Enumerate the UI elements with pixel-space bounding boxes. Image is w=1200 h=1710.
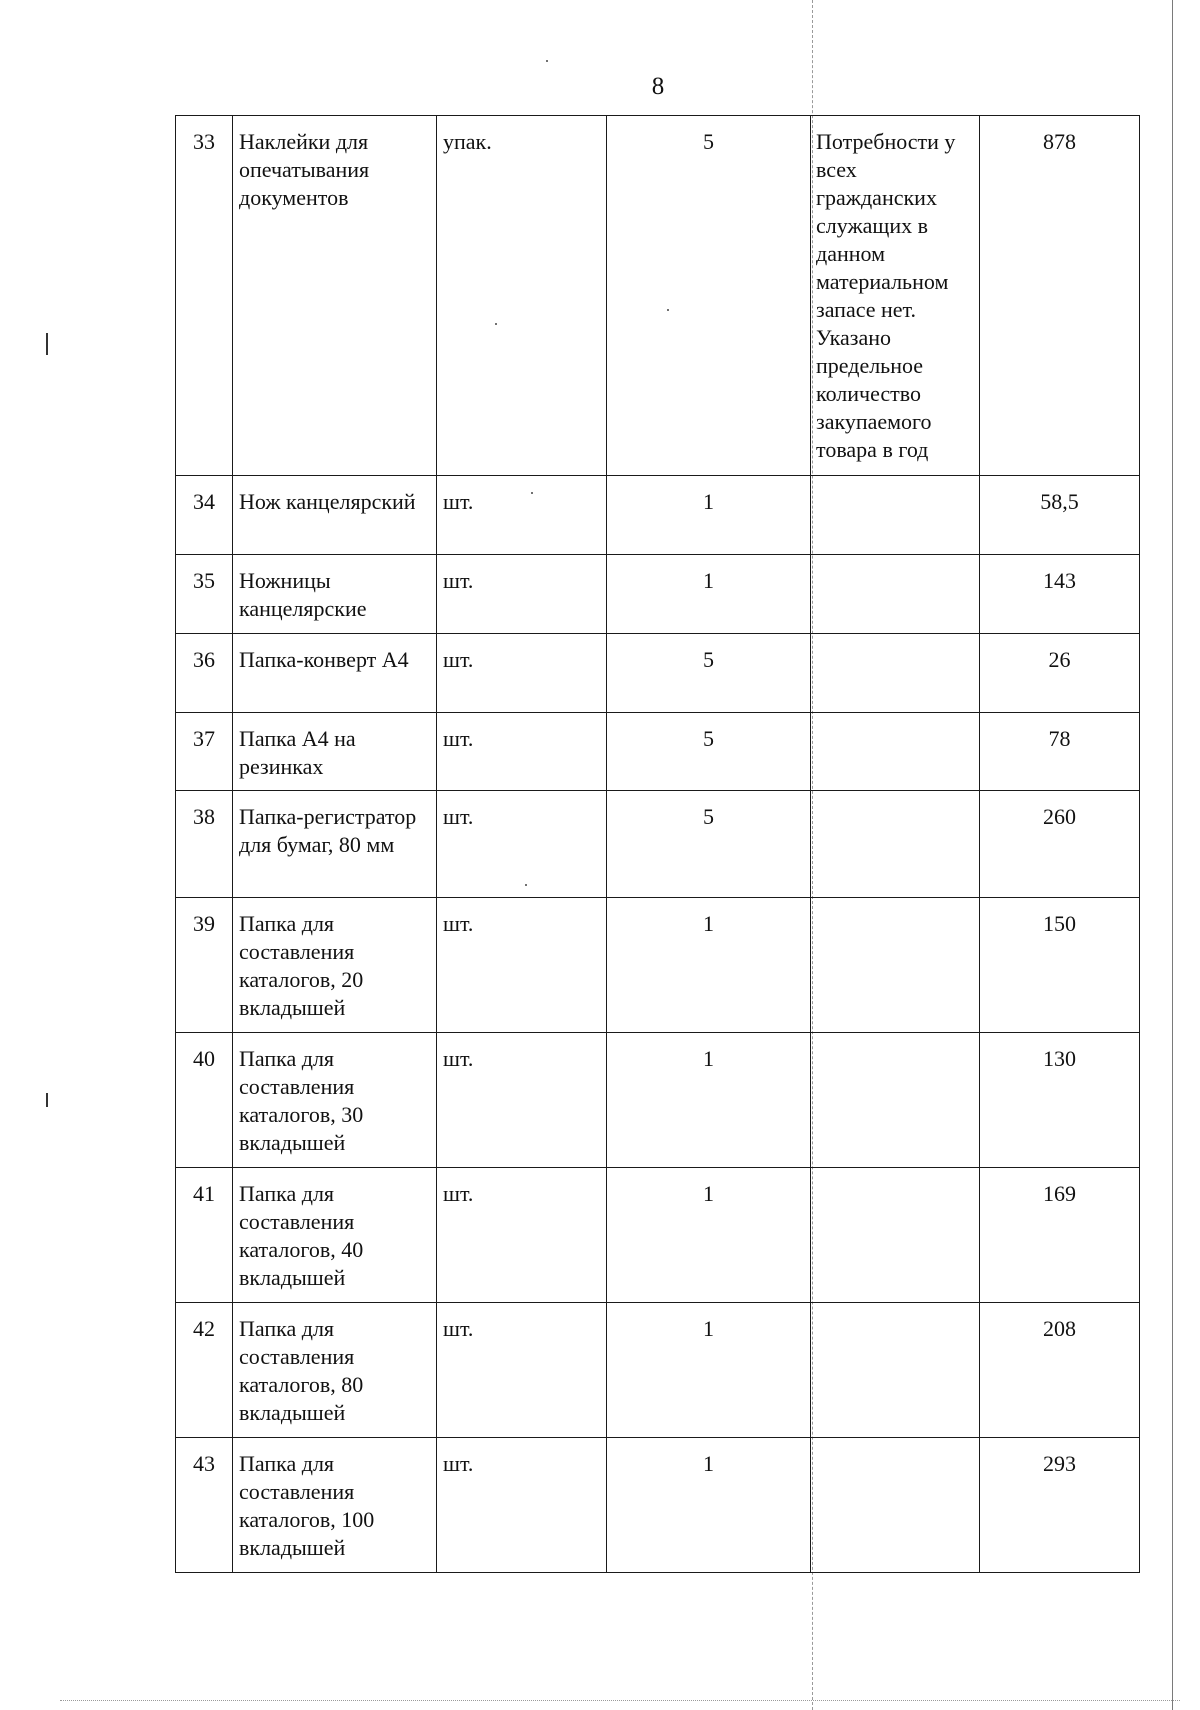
item-name: Папка для составления каталогов, 80 вкладышей — [233, 1303, 437, 1438]
scan-mark — [46, 333, 48, 355]
item-name: Наклейки для опечатывания документов — [233, 116, 437, 476]
row-number: 38 — [176, 791, 233, 898]
item-quantity: 1 — [607, 555, 811, 634]
item-quantity: 5 — [607, 713, 811, 791]
item-name: Папка-конверт А4 — [233, 634, 437, 713]
row-number: 39 — [176, 898, 233, 1033]
row-number: 33 — [176, 116, 233, 476]
row-number: 35 — [176, 555, 233, 634]
item-quantity: 1 — [607, 1168, 811, 1303]
item-price: 26 — [980, 634, 1140, 713]
item-name: Папка для составления каталогов, 100 вкладышей — [233, 1438, 437, 1573]
scan-speck — [546, 60, 548, 62]
item-unit: шт. — [437, 555, 607, 634]
table-row — [176, 1438, 1140, 1573]
item-quantity: 1 — [607, 1438, 811, 1573]
item-price: 260 — [980, 791, 1140, 898]
page-number: 8 — [651, 73, 665, 100]
item-note: Потребности у всех гражданских служащих в данном материальном запасе нет. Указано предельное количество закупаемого товара в год — [811, 116, 980, 476]
row-number: 42 — [176, 1303, 233, 1438]
item-name: Папка А4 на резинках — [233, 713, 437, 791]
item-price: 130 — [980, 1033, 1140, 1168]
item-unit: шт. — [437, 791, 607, 898]
item-note — [811, 1438, 980, 1573]
row-number: 37 — [176, 713, 233, 791]
item-unit: шт. — [437, 1303, 607, 1438]
item-name: Папка для составления каталогов, 40 вкладышей — [233, 1168, 437, 1303]
item-unit: шт. — [437, 713, 607, 791]
item-quantity: 5 — [607, 791, 811, 898]
table-row — [176, 898, 1140, 1033]
item-note — [811, 791, 980, 898]
item-price: 208 — [980, 1303, 1140, 1438]
supplies-table — [175, 115, 1140, 1573]
table-row — [176, 634, 1140, 713]
table-row — [176, 1033, 1140, 1168]
item-quantity: 1 — [607, 1303, 811, 1438]
item-note — [811, 1033, 980, 1168]
row-number: 40 — [176, 1033, 233, 1168]
item-quantity: 5 — [607, 116, 811, 476]
item-unit: шт. — [437, 898, 607, 1033]
item-note — [811, 634, 980, 713]
row-number: 36 — [176, 634, 233, 713]
item-name: Папка для составления каталогов, 30 вкладышей — [233, 1033, 437, 1168]
item-price: 78 — [980, 713, 1140, 791]
table-row — [176, 555, 1140, 634]
item-name: Папка для составления каталогов, 20 вкладышей — [233, 898, 437, 1033]
item-note — [811, 476, 980, 555]
item-price: 293 — [980, 1438, 1140, 1573]
table-row — [176, 791, 1140, 898]
item-unit: шт. — [437, 476, 607, 555]
table-row — [176, 476, 1140, 555]
item-unit: шт. — [437, 1168, 607, 1303]
item-name: Нож канцелярский — [233, 476, 437, 555]
row-number: 34 — [176, 476, 233, 555]
item-price: 878 — [980, 116, 1140, 476]
item-name: Ножницы канцелярские — [233, 555, 437, 634]
item-price: 150 — [980, 898, 1140, 1033]
item-quantity: 5 — [607, 634, 811, 713]
item-note — [811, 898, 980, 1033]
table-row — [176, 713, 1140, 791]
row-number: 43 — [176, 1438, 233, 1573]
item-note — [811, 1303, 980, 1438]
table-row — [176, 1168, 1140, 1303]
item-unit: шт. — [437, 1033, 607, 1168]
item-quantity: 1 — [607, 1033, 811, 1168]
item-quantity: 1 — [607, 476, 811, 555]
row-number: 41 — [176, 1168, 233, 1303]
item-unit: шт. — [437, 634, 607, 713]
scan-right-edge-line — [1172, 0, 1173, 1710]
item-unit: упак. — [437, 116, 607, 476]
item-note — [811, 1168, 980, 1303]
item-quantity: 1 — [607, 898, 811, 1033]
scan-bottom-line — [60, 1700, 1180, 1701]
scan-mark — [46, 1093, 48, 1107]
table-row — [176, 1303, 1140, 1438]
item-unit: шт. — [437, 1438, 607, 1573]
item-name: Папка-регистратор для бумаг, 80 мм — [233, 791, 437, 898]
item-price: 58,5 — [980, 476, 1140, 555]
item-price: 143 — [980, 555, 1140, 634]
item-note — [811, 555, 980, 634]
table-row — [176, 116, 1140, 476]
item-note — [811, 713, 980, 791]
item-price: 169 — [980, 1168, 1140, 1303]
